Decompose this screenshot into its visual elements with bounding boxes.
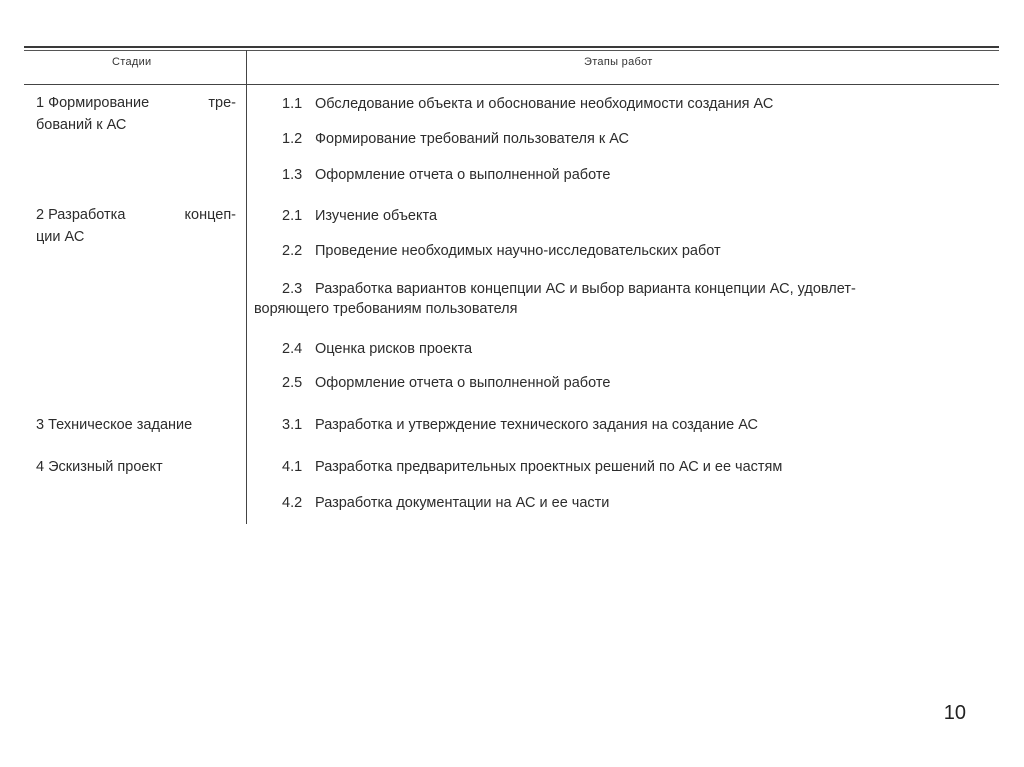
- stage-text: 1 Формирование: [36, 95, 150, 111]
- step-number: 3.1: [282, 417, 303, 433]
- table-header-rule: [24, 84, 999, 85]
- step-row: [282, 94, 773, 114]
- step-text: воряющего требованиям пользователя: [254, 301, 518, 317]
- step-text: Разработка предварительных проектных решений по АС и ее частям: [315, 459, 783, 475]
- step-row: [282, 457, 782, 477]
- step-number: 2.5: [282, 375, 303, 391]
- step-row: [282, 415, 758, 435]
- step-number: 2.4: [282, 341, 303, 357]
- step-row: [282, 165, 610, 185]
- stage-cell: [36, 92, 236, 136]
- stage-cell: [36, 204, 236, 248]
- stage-text: бований к АС: [36, 117, 127, 133]
- step-text: Оформление отчета о выполненной работе: [315, 167, 611, 183]
- step-number: 2.3: [282, 281, 303, 297]
- stage-text: ции АС: [36, 229, 85, 245]
- step-text: Оценка рисков проекта: [315, 341, 473, 357]
- step-row: [282, 339, 472, 359]
- step-number: 1.1: [282, 96, 303, 112]
- stage-cell: [36, 456, 236, 478]
- stage-text: 3 Техническое задание: [36, 417, 193, 433]
- step-text: Обследование объекта и обоснование необходимости создания АС: [315, 96, 774, 112]
- step-number: 4.2: [282, 495, 303, 511]
- step-row: [282, 206, 437, 226]
- step-row: [254, 279, 994, 319]
- step-number: 2.2: [282, 243, 303, 259]
- step-number: 1.2: [282, 131, 303, 147]
- column-header-steps: Этапы работ: [584, 56, 653, 68]
- step-text: Формирование требований пользователя к АС: [315, 131, 630, 147]
- column-header-stages: Стадии: [112, 56, 152, 68]
- table-top-rule-inner: [24, 50, 999, 51]
- stage-text: тре-: [208, 95, 236, 111]
- step-text: Разработка вариантов концепции АС и выбор варианта концепции АС, удовлет-: [315, 281, 856, 297]
- step-row: [282, 241, 721, 261]
- step-number: 1.3: [282, 167, 303, 183]
- stage-text: концеп-: [184, 207, 236, 223]
- page-number: 10: [943, 702, 966, 724]
- step-text: Разработка и утверждение технического задания на создание АС: [315, 417, 759, 433]
- step-number: 2.1: [282, 208, 303, 224]
- step-text: Проведение необходимых научно-исследовательских работ: [315, 243, 721, 259]
- stage-text: 2 Разработка: [36, 207, 126, 223]
- step-row: [282, 493, 609, 513]
- step-text: Оформление отчета о выполненной работе: [315, 375, 611, 391]
- step-text: Разработка документации на АС и ее части: [315, 495, 610, 511]
- step-row: [282, 129, 629, 149]
- stages-table: [24, 46, 999, 524]
- step-row: [282, 373, 610, 393]
- stage-text: 4 Эскизный проект: [36, 459, 163, 475]
- stage-cell: [36, 414, 236, 436]
- step-number: 4.1: [282, 459, 303, 475]
- step-text: Изучение объекта: [315, 208, 438, 224]
- table-top-rule: [24, 46, 999, 48]
- column-divider: [246, 50, 247, 524]
